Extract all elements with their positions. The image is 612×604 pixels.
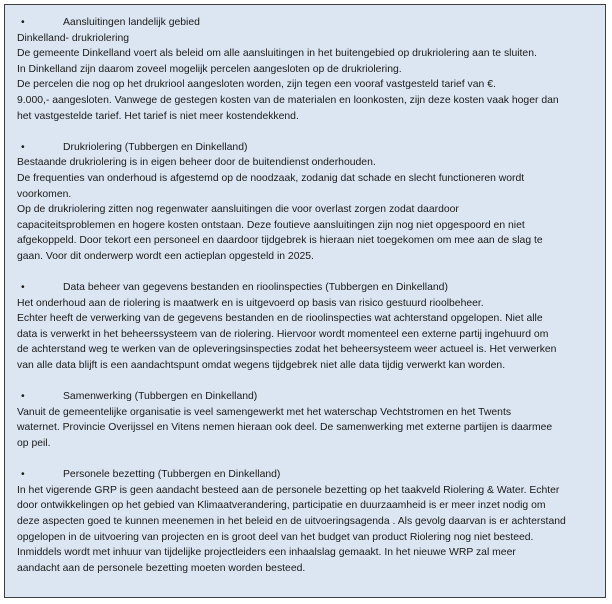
bullet-icon: • <box>21 141 25 153</box>
paragraph-line: op peil. <box>17 438 51 450</box>
bullet-icon: • <box>21 282 25 294</box>
paragraph-line: Vanuit de gemeentelijke organisatie is veel samengewerkt met het waterschap Vechtstromen en het Twents <box>17 406 512 418</box>
paragraph-line: voorkomen. <box>17 188 72 200</box>
section-heading-text: Drukriolering (Tubbergen en Dinkelland) <box>63 141 248 153</box>
section-heading-text: Personele bezetting (Tubbergen en Dinkelland) <box>63 469 281 481</box>
section-heading <box>17 467 595 483</box>
paragraph-line: de achterstand weg te werken van de opleveringsinspecties zodat het beheersysteem weer actueel is. Het verwerken <box>17 344 557 356</box>
paragraph-line: waternet. Provincie Overijssel en Vitens nemen hieraan ook deel. De samenwerking met externe partijen is daarmee <box>17 422 553 434</box>
paragraph-line: aandacht aan de personele bezetting moeten worden besteed. <box>17 562 306 574</box>
paragraph-line: Op de drukriolering zitten nog regenwater aansluitingen die voor overlast zorgen zodat daardoor <box>17 204 459 216</box>
document-text-box <box>4 4 606 598</box>
paragraph-line: In het vigerende GRP is geen aandacht besteed aan de personele bezetting op het taakveld Riolering & Water. Echter <box>17 484 560 496</box>
paragraph-line: afgekoppeld. Door tekort een personeel en daardoor tijdgebrek is hieraan niet toegekomen om mee aan de slag te <box>17 235 543 247</box>
section-heading <box>17 280 595 296</box>
section-heading-text: Data beheer van gegevens bestanden en rioolinspecties (Tubbergen en Dinkelland) <box>63 282 448 294</box>
paragraph-line: gaan. Voor dit onderwerp wordt een actieplan opgesteld in 2025. <box>17 250 314 262</box>
section-aansluitingen <box>17 15 595 124</box>
bullet-icon: • <box>21 17 25 28</box>
paragraph-line: 9.000,- aangesloten. Vanwege de gestegen kosten van de materialen en loonkosten, zijn deze kosten vaak hoger dan <box>17 94 559 106</box>
paragraph-line: door ontwikkelingen op het gebied van Klimaatverandering, participatie en duurzaamheid is er meer inzet nodig om <box>17 500 546 512</box>
paragraph-line: van alle data blijft is een aandachtspunt omdat wegens tijdgebrek niet alle data tijdig verwerkt kan worden. <box>17 360 506 372</box>
paragraph-line: De gemeente Dinkelland voert als beleid om alle aansluitingen in het buitengebied op drukriolering aan te sluiten. <box>17 48 537 60</box>
section-heading <box>17 140 595 156</box>
paragraph-line: Dinkelland- drukriolering <box>17 32 130 44</box>
bullet-icon: • <box>21 469 25 481</box>
section-heading-text: Samenwerking (Tubbergen en Dinkelland) <box>63 391 258 403</box>
section-samenwerking <box>17 389 595 451</box>
paragraph-line: Echter heeft de verwerking van de gegevens bestanden en de rioolinspecties wat achterstand opgelopen. Niet alle <box>17 313 543 325</box>
section-drukriolering <box>17 140 595 265</box>
paragraph-line: capaciteitsproblemen en hogere kosten ontstaan. Deze foutieve aansluitingen zijn nog niet opgespoord en niet <box>17 219 525 231</box>
paragraph-line: Inmiddels wordt met inhuur van tijdelijke projectleiders een inhaalslag gemaakt. In het nieuwe WRP zal meer <box>17 547 516 559</box>
paragraph-line: Bestaande drukriolering is in eigen beheer door de buitendienst onderhouden. <box>17 157 376 169</box>
paragraph-line: het vastgestelde tarief. Het tarief is niet meer kostendekkend. <box>17 110 299 122</box>
paragraph-line: data is verwerkt in het beheerssysteem van de riolering. Hiervoor wordt momenteel een externe partij ingehuurd om <box>17 328 549 340</box>
paragraph-line: deze aspecten goed te kunnen meenemen in het beleid en de uitvoeringsagenda . Als gevolg daarvan is er achterstand <box>17 516 566 527</box>
bullet-icon: • <box>21 391 25 403</box>
paragraph-line: opgelopen in de uitvoering van projecten en is groot deel van het budget van product Riolering nog niet besteed. <box>17 531 534 543</box>
paragraph-line: In Dinkelland zijn daarom zoveel mogelijk percelen aangesloten op de drukriolering. <box>17 63 402 75</box>
paragraph-line: De frequenties van onderhoud is afgestemd op de noodzaak, zodanig dat schade en slecht functioneren wordt <box>17 172 525 184</box>
section-heading <box>17 15 595 31</box>
section-personele-bezetting <box>17 467 595 576</box>
section-data-beheer <box>17 280 595 374</box>
section-heading-text: Aansluitingen landelijk gebied <box>63 17 200 28</box>
section-heading <box>17 389 595 405</box>
paragraph-line: De percelen die nog op het drukriool aangesloten worden, zijn tegen een vooraf vastgesteld tarief van €. <box>17 79 496 91</box>
paragraph-line: Het onderhoud aan de riolering is maatwerk en is uitgevoerd op basis van risico gestuurd rioolbeheer. <box>17 297 484 309</box>
